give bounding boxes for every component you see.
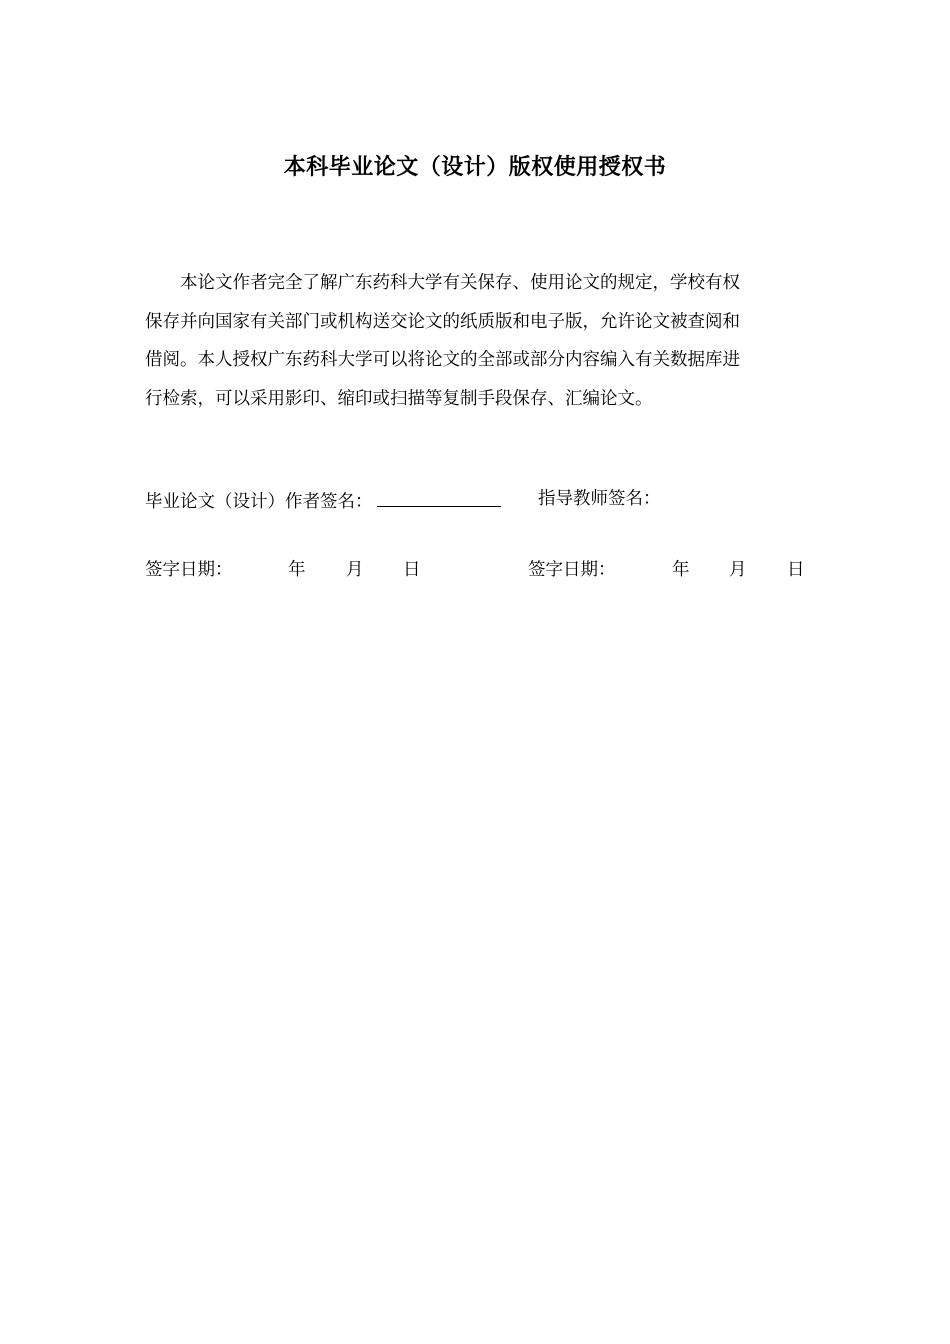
author-date-month: 月 bbox=[346, 560, 364, 580]
advisor-date-day: 日 bbox=[787, 560, 805, 580]
document-title: 本科毕业论文（设计）版权使用授权书 bbox=[283, 155, 667, 180]
paragraph-line: 本论文作者完全了解广东药科大学有关保存、使用论文的规定，学校有权 bbox=[180, 273, 740, 293]
author-signature-line bbox=[377, 486, 501, 507]
author-date-label: 签字日期： bbox=[145, 560, 233, 580]
author-date-year: 年 bbox=[288, 560, 306, 580]
advisor-signature-label: 指导教师签名： bbox=[538, 489, 661, 509]
advisor-date-year: 年 bbox=[672, 560, 690, 580]
authorization-paragraph bbox=[145, 264, 805, 418]
author-signature-row bbox=[145, 486, 501, 512]
advisor-date-month: 月 bbox=[729, 560, 747, 580]
advisor-date-label: 签字日期： bbox=[528, 560, 616, 580]
paragraph-line: 借阅。本人授权广东药科大学可以将论文的全部或部分内容编入有关数据库进 bbox=[145, 350, 740, 370]
author-signature-label: 毕业论文（设计）作者签名： bbox=[145, 492, 373, 512]
advisor-signature-row bbox=[538, 486, 661, 512]
paragraph-line: 行检索，可以采用影印、缩印或扫描等复制手段保存、汇编论文。 bbox=[145, 388, 653, 409]
author-date-day: 日 bbox=[403, 560, 421, 580]
paragraph-line: 保存并向国家有关部门或机构送交论文的纸质版和电子版，允许论文被查阅和 bbox=[145, 311, 740, 332]
